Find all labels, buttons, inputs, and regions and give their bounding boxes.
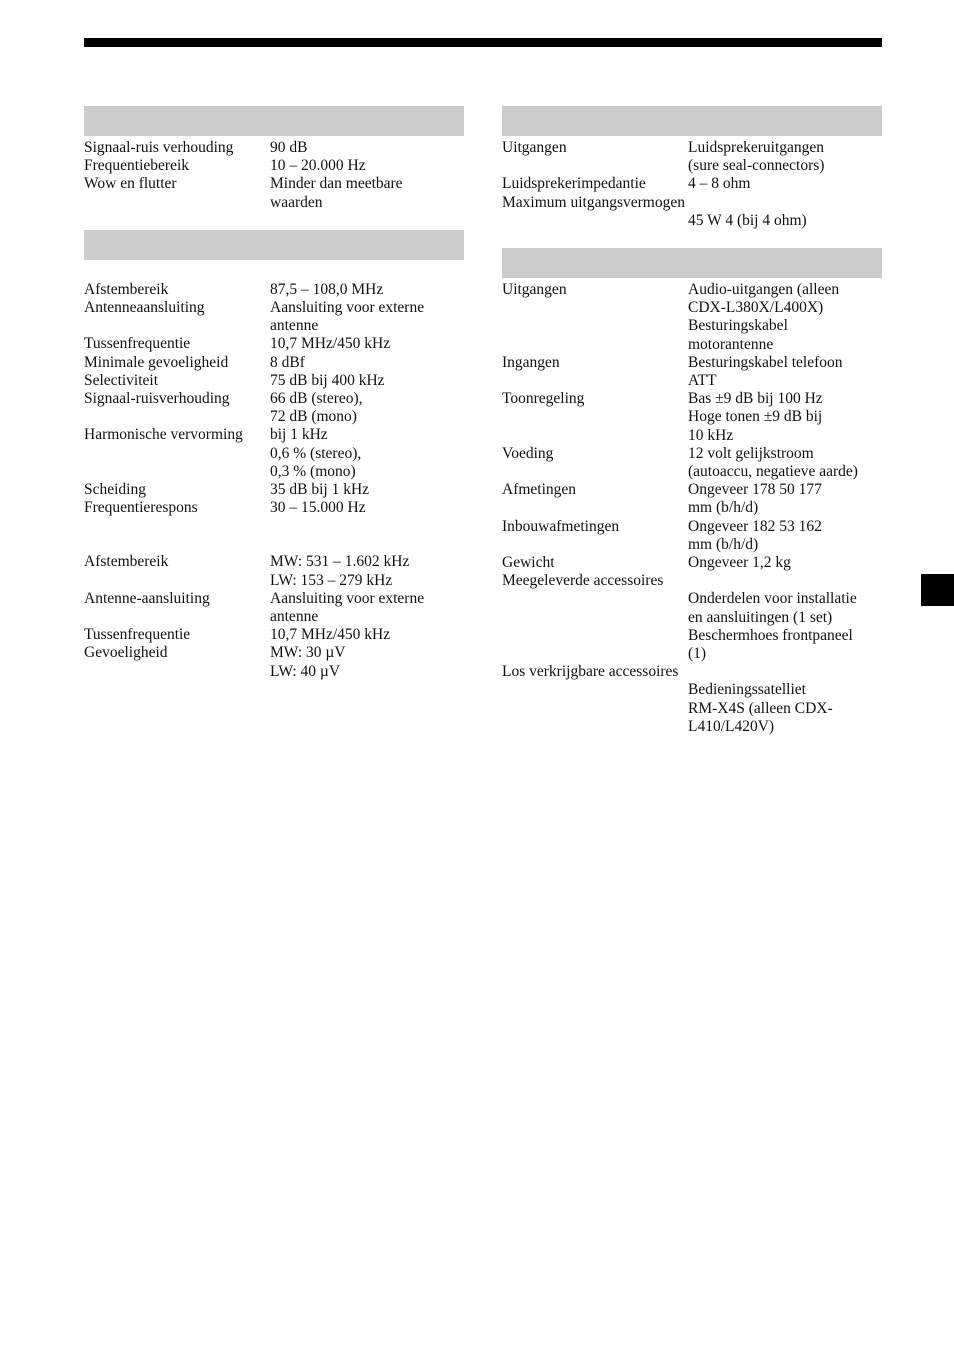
spec-value xyxy=(270,626,464,644)
spec-row xyxy=(84,390,464,426)
spec-value-line: 87,5 – 108,0 MHz xyxy=(270,280,384,298)
spec-value xyxy=(688,518,882,554)
spec-row xyxy=(84,299,464,335)
spec-value-line: 72 dB (mono) xyxy=(270,408,357,426)
spec-value xyxy=(688,175,882,193)
spec-label: Maximum uitgangsvermogen xyxy=(502,193,685,211)
spec-value-line: waarden xyxy=(270,193,323,211)
spec-value xyxy=(270,644,464,680)
spec-row xyxy=(502,194,882,212)
spec-row xyxy=(502,481,882,517)
spec-value-line: 0,3 % (mono) xyxy=(270,462,356,480)
spec-value-line: (sure seal-connectors) xyxy=(688,157,825,175)
spec-label xyxy=(502,212,688,230)
spec-label: Gevoeligheid xyxy=(84,644,168,662)
spec-label: Selectiviteit xyxy=(84,371,159,389)
spec-value xyxy=(688,445,882,481)
spec-label: Signaal-ruisverhouding xyxy=(84,390,230,408)
spec-value xyxy=(270,281,464,299)
row-spacer xyxy=(84,263,464,281)
spec-row xyxy=(502,681,882,736)
spec-value xyxy=(688,212,882,230)
spec-label: Antenne-aansluiting xyxy=(84,589,210,607)
spec-label: Los verkrijgbare accessoires xyxy=(502,663,679,681)
spec-row xyxy=(502,590,882,663)
spec-value xyxy=(688,663,882,681)
spec-row xyxy=(502,281,882,354)
spec-value-line: Beschermhoes frontpaneel xyxy=(688,626,853,644)
spec-section xyxy=(84,230,464,681)
spec-section xyxy=(502,106,882,248)
spec-value-line: Besturingskabel xyxy=(688,317,788,335)
spec-row xyxy=(84,644,464,680)
spec-row xyxy=(84,335,464,353)
spec-label: Afstembereik xyxy=(84,553,169,571)
spec-value-line: 45 W 4 (bij 4 ohm) xyxy=(688,211,807,229)
spec-section xyxy=(502,248,882,736)
spec-value-line: Besturingskabel telefoon xyxy=(688,353,843,371)
spec-value xyxy=(688,194,882,212)
spec-row xyxy=(84,590,464,626)
spec-value-line: 10,7 MHz/450 kHz xyxy=(270,626,391,644)
spec-value xyxy=(270,157,464,175)
spec-row xyxy=(502,139,882,175)
spec-value xyxy=(688,281,882,354)
spec-value-line: Luidsprekeruitgangen xyxy=(688,139,825,156)
spec-value xyxy=(270,390,464,426)
spec-row xyxy=(84,553,464,589)
spec-value-line: 66 dB (stereo), xyxy=(270,390,363,408)
spec-row xyxy=(84,426,464,481)
spec-row xyxy=(502,354,882,390)
right-column xyxy=(502,106,882,736)
spec-value-line: ATT xyxy=(688,372,717,390)
spec-row xyxy=(502,175,882,193)
spec-value-line: 10 kHz xyxy=(688,426,734,444)
section-gap xyxy=(502,230,882,248)
spec-row xyxy=(84,354,464,372)
spec-label xyxy=(502,590,688,663)
spec-value xyxy=(688,139,882,175)
spec-row xyxy=(84,281,464,299)
spec-label: Minimale gevoeligheid xyxy=(84,353,229,371)
spec-value xyxy=(270,481,464,499)
spec-value-line: MW: 30 µV xyxy=(270,644,346,662)
spec-label: Frequentierespons xyxy=(84,499,198,517)
spec-label: Meegeleverde accessoires xyxy=(502,572,664,590)
spec-row xyxy=(84,481,464,499)
spec-value xyxy=(688,681,882,736)
left-column xyxy=(84,106,464,681)
spec-value-line: (autoaccu, negatieve aarde) xyxy=(688,463,858,481)
spec-value-line: Bedieningssatelliet xyxy=(688,681,806,699)
spec-value xyxy=(270,372,464,390)
spec-label: Toonregeling xyxy=(502,390,585,408)
top-rule xyxy=(84,38,882,47)
spec-value-line: 10 – 20.000 Hz xyxy=(270,157,366,175)
spec-value-line: bij 1 kHz xyxy=(270,426,328,444)
spec-label: Voeding xyxy=(502,444,554,462)
section-header-bar xyxy=(84,106,464,136)
spec-value-line: 8 dBf xyxy=(270,353,305,371)
spec-value-line: Bas ±9 dB bij 100 Hz xyxy=(688,390,823,408)
spec-label: Tussenfrequentie xyxy=(84,335,191,353)
spec-section xyxy=(84,106,464,230)
spec-value-line: Ongeveer 182 53 162 xyxy=(688,517,822,535)
spec-row xyxy=(502,445,882,481)
spec-row xyxy=(84,626,464,644)
spec-value-line: LW: 153 – 279 kHz xyxy=(270,571,393,589)
spec-value xyxy=(270,335,464,353)
spec-value-line: Audio-uitgangen (alleen xyxy=(688,281,840,299)
spec-label: Afstembereik xyxy=(84,280,169,298)
spec-value xyxy=(270,590,464,626)
spec-row xyxy=(502,212,882,230)
spec-value-line: 4 – 8 ohm xyxy=(688,175,751,193)
spec-value-line: Hoge tonen ±9 dB bij xyxy=(688,408,823,426)
spec-value xyxy=(688,481,882,517)
spec-value-line: Aansluiting voor externe xyxy=(270,589,425,607)
section-gap xyxy=(84,212,464,230)
spec-row xyxy=(84,157,464,175)
spec-value-line: en aansluitingen (1 set) xyxy=(688,608,833,626)
spec-value-line: Onderdelen voor installatie xyxy=(688,590,857,608)
spec-value-line: 0,6 % (stereo), xyxy=(270,444,362,462)
spec-row xyxy=(502,518,882,554)
spec-value-line: RM-X4S (alleen CDX- xyxy=(688,699,833,717)
spec-row xyxy=(502,572,882,590)
spec-row xyxy=(84,139,464,157)
spec-row xyxy=(502,390,882,445)
spec-value-line: 10,7 MHz/450 kHz xyxy=(270,335,391,353)
spec-label: Signaal-ruis verhouding xyxy=(84,139,234,156)
spec-row xyxy=(84,372,464,390)
spec-label: Inbouwafmetingen xyxy=(502,517,620,535)
spec-value-line: 75 dB bij 400 kHz xyxy=(270,371,385,389)
section-header-bar xyxy=(84,230,464,260)
spec-label: Ingangen xyxy=(502,353,560,371)
spec-row xyxy=(502,663,882,681)
spec-value xyxy=(270,175,464,211)
spec-label: Uitgangen xyxy=(502,139,567,156)
spec-value xyxy=(688,590,882,663)
spec-value xyxy=(270,553,464,589)
spec-value-line: CDX-L380X/L400X) xyxy=(688,299,824,317)
spec-label: Afmetingen xyxy=(502,481,577,499)
spec-value-line: Aansluiting voor externe xyxy=(270,299,425,317)
spec-value-line: 12 volt gelijkstroom xyxy=(688,444,814,462)
spec-value-line: motorantenne xyxy=(688,335,774,353)
spec-row xyxy=(502,554,882,572)
spec-value-line: antenne xyxy=(270,608,319,626)
spec-label: Harmonische vervorming xyxy=(84,426,243,444)
spec-value-line: Minder dan meetbare xyxy=(270,175,403,193)
spec-value xyxy=(688,354,882,390)
side-tab-marker xyxy=(921,574,954,606)
section-header-bar xyxy=(502,248,882,278)
spec-label: Antenneaansluiting xyxy=(84,299,205,317)
spec-value-line: (1) xyxy=(688,645,707,663)
spec-value xyxy=(270,139,464,157)
spec-row xyxy=(84,499,464,517)
spec-label xyxy=(502,681,688,736)
spec-row xyxy=(84,175,464,211)
spec-value xyxy=(688,572,882,590)
spec-value xyxy=(270,299,464,335)
row-spacer xyxy=(84,517,464,535)
spec-label: Luidsprekerimpedantie xyxy=(502,175,646,193)
spec-label: Gewicht xyxy=(502,554,555,572)
spec-label: Uitgangen xyxy=(502,281,567,299)
spec-value-line: mm (b/h/d) xyxy=(688,535,759,553)
spec-value-line: 90 dB xyxy=(270,139,308,156)
spec-label: Scheiding xyxy=(84,481,146,499)
spec-value-line: mm (b/h/d) xyxy=(688,499,759,517)
spec-value-line: 35 dB bij 1 kHz xyxy=(270,481,370,499)
spec-value-line: LW: 40 µV xyxy=(270,662,341,680)
spec-value xyxy=(270,426,464,481)
spec-value xyxy=(688,390,882,445)
spec-value xyxy=(688,554,882,572)
spec-value-line: antenne xyxy=(270,317,319,335)
spec-value-line: L410/L420V) xyxy=(688,717,775,735)
row-spacer xyxy=(84,535,464,553)
spec-value-line: Ongeveer 1,2 kg xyxy=(688,554,791,572)
section-header-bar xyxy=(502,106,882,136)
spec-value xyxy=(270,499,464,517)
spec-value xyxy=(270,354,464,372)
spec-label: Tussenfrequentie xyxy=(84,626,191,644)
spec-label: Frequentiebereik xyxy=(84,157,190,175)
spec-value-line: 30 – 15.000 Hz xyxy=(270,499,366,517)
spec-label: Wow en flutter xyxy=(84,175,177,193)
spec-value-line: MW: 531 – 1.602 kHz xyxy=(270,553,410,571)
spec-value-line: Ongeveer 178 50 177 xyxy=(688,481,822,499)
